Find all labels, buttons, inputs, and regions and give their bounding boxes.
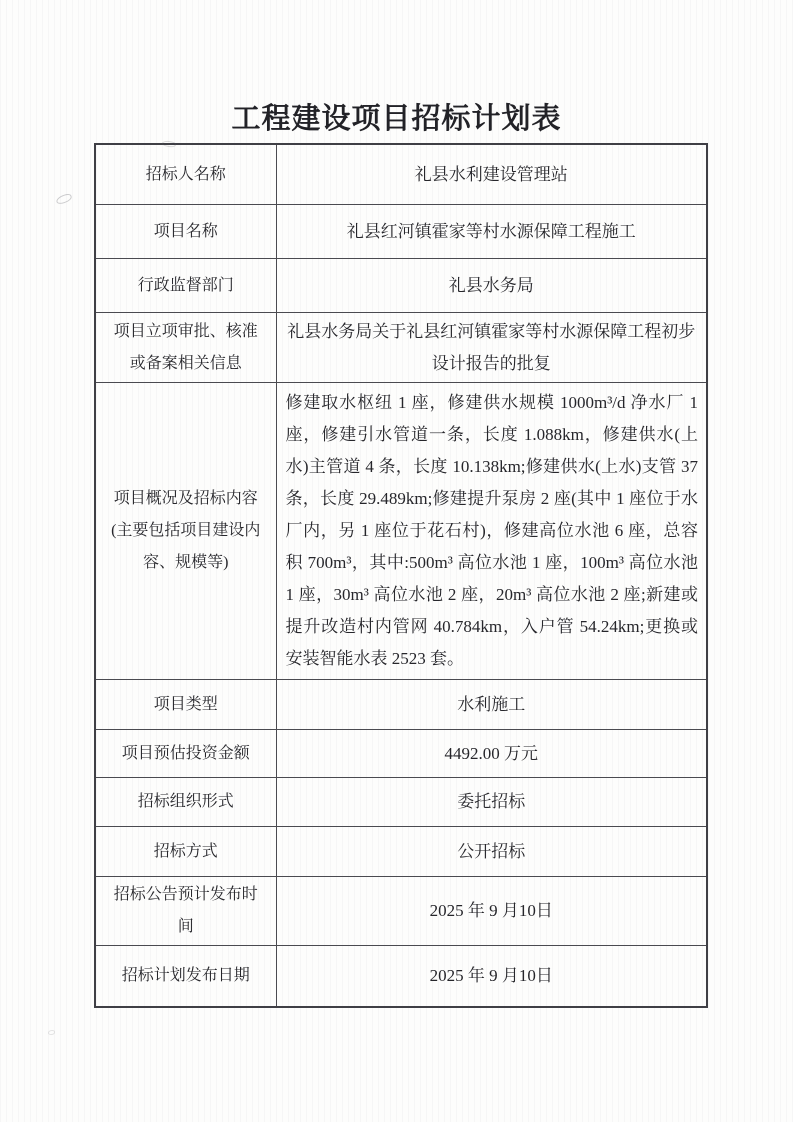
bid-method-value: 公开招标 xyxy=(276,827,707,877)
supervision-department-label: 行政监督部门 xyxy=(95,259,276,313)
project-approval-info-label: 项目立项审批、核准或备案相关信息 xyxy=(95,313,276,383)
scan-artifact xyxy=(55,193,73,206)
estimated-investment-label: 项目预估投资金额 xyxy=(95,730,276,778)
bid-organization-form-label: 招标组织形式 xyxy=(95,778,276,827)
table-row xyxy=(95,730,707,778)
table-row xyxy=(95,827,707,877)
table-row xyxy=(95,680,707,730)
project-name-label: 项目名称 xyxy=(95,205,276,259)
scan-artifact xyxy=(48,1030,55,1035)
project-type-label: 项目类型 xyxy=(95,680,276,730)
estimated-investment-value: 4492.00 万元 xyxy=(276,730,707,778)
project-approval-info-value: 礼县水务局关于礼县红河镇霍家等村水源保障工程初步设计报告的批复 xyxy=(276,313,707,383)
tender-plan-release-date-value: 2025 年 9 月10日 xyxy=(276,946,707,1008)
tender-notice-release-time-label: 招标公告预计发布时间 xyxy=(95,877,276,946)
project-name-value: 礼县红河镇霍家等村水源保障工程施工 xyxy=(276,205,707,259)
table-row xyxy=(95,259,707,313)
table-row xyxy=(95,877,707,946)
tenderer-name-value: 礼县水利建设管理站 xyxy=(276,144,707,205)
table-row xyxy=(95,313,707,383)
table-row xyxy=(95,144,707,205)
table-row xyxy=(95,946,707,1008)
bid-organization-form-value: 委托招标 xyxy=(276,778,707,827)
project-overview-label: 项目概况及招标内容(主要包括项目建设内容、规模等) xyxy=(95,383,276,680)
table-row xyxy=(95,778,707,827)
tenderer-name-label: 招标人名称 xyxy=(95,144,276,205)
supervision-department-value: 礼县水务局 xyxy=(276,259,707,313)
bid-method-label: 招标方式 xyxy=(95,827,276,877)
tender-notice-release-time-value: 2025 年 9 月10日 xyxy=(276,877,707,946)
document-title: 工程建设项目招标计划表 xyxy=(231,103,562,135)
project-overview-value: 修建取水枢纽 1 座，修建供水规模 1000m³/d 净水厂 1 座，修建引水管道一条，长度 1.088km，修建供水(上水)主管道 4 条，长度 10.138km;修建供水(上水)支管 37 条，长度 29.489km;修建提升泵房 2 座(其中 1 座位于水厂内，另 1 座位于花石村)，修建高位水池 6 座，总容积 700m³，其中:500m³ 高位水池 1 座，100m³ 高位水池 1 座，30m³ 高位水池 2 座，20m³ 高位水池 2 座;新建或提升改造村内管网 40.784km，入户管 54.24km;更换或安装智能水表 2523 套。 xyxy=(276,383,707,680)
table-row xyxy=(95,205,707,259)
tender-plan-release-date-label: 招标计划发布日期 xyxy=(95,946,276,1008)
project-type-value: 水利施工 xyxy=(276,680,707,730)
bid-plan-table xyxy=(94,143,708,1008)
table-row xyxy=(95,383,707,680)
